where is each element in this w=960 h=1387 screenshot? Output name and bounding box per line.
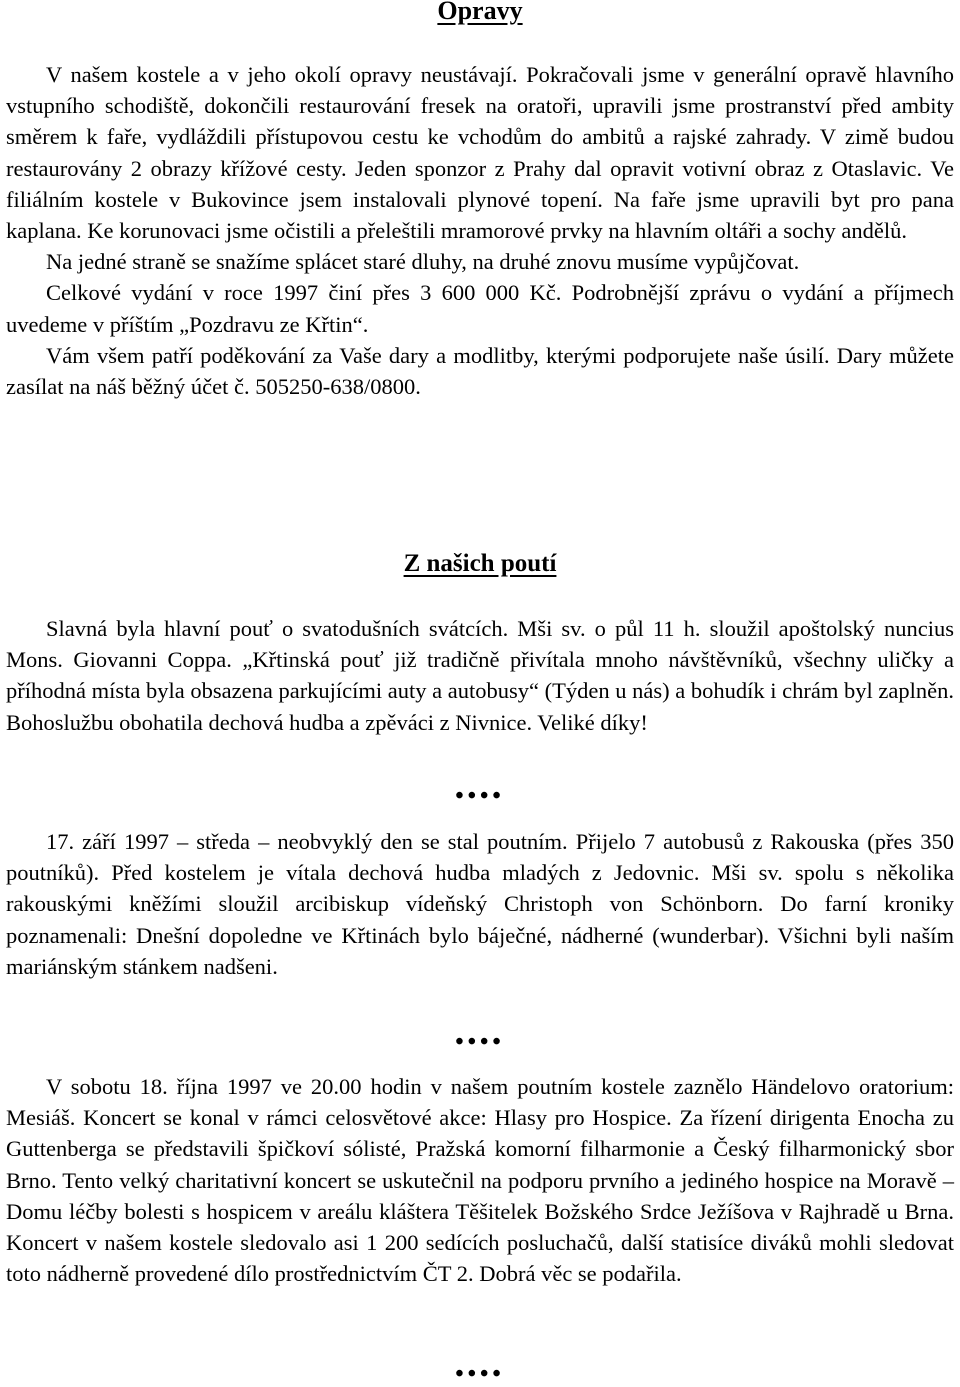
section-pilgrimages-body-2 <box>6 826 954 982</box>
dots-separator: •••• <box>455 1361 505 1387</box>
paragraph-debts: Na jedné straně se snažíme splácet staré dluhy, na druhé znovu musíme vypůjčovat. <box>46 249 800 275</box>
dots-separator: •••• <box>455 783 505 809</box>
section-pilgrimages-body-3 <box>6 1071 954 1289</box>
section-title-opravy: Opravy <box>437 0 523 25</box>
paragraph-main-pilgrimage: Slavná byla hlavní pouť o svatodušních svátcích. Mši sv. o půl 11 h. sloužil apoštolský nuncius Mons. Giovanni Coppa. „Křtinská pouť již tradičně přivítala mnoho návštěvníků, všechny uličky a příhodná místa byla obsazena parkujícími auty a autobusy“ (Týden u nás) a bohudík i chrám byl zaplněn. Bohoslužbu obohatila dechová hudba a zpěváci z Nivnice. Veliké díky! <box>6 616 954 735</box>
dots-separator: •••• <box>455 1029 505 1055</box>
paragraph-repairs: V našem kostele a v jeho okolí opravy neustávají. Pokračovali jsme v generální opravě hlavního vstupního schodiště, dokončili restaurování fresek na oratoři, upravili jsme prostranství před ambity směrem k faře, vydláždili přístupovou cestu ke vchodům do ambitů a rajské zahrady. V zimě budou restaurovány 2 obrazy křížové cesty. Jeden sponzor z Prahy dal opravit votivní obraz z Otaslavic. Ve filiálním kostele v Bukovince jsem instalovali plynové topení. Na faře jsme upravili byt pro pana kaplana. Ke korunovaci jsme očistili a přeleštili mramorové prvky na hlavním oltáři a sochy andělů. <box>6 62 954 244</box>
paragraph-austrian-pilgrims: 17. září 1997 – středa – neobvyklý den se stal poutním. Přijelo 7 autobusů z Rakouska (přes 350 poutníků). Před kostelem je vítala dechová hudba mladých z Jedovnic. Mši sv. spolu s několika rakouskými kněžími sloužil arcibiskup vídeňský Christoph von Schönborn. Do farní kroniky poznamenali: Dnešní dopoledne ve Křtinách bylo báječné, nádherné (wunderbar). Všichni byli naším mariánským stánkem nadšeni. <box>6 829 954 979</box>
section-title-pilgrimages: Z našich poutí <box>403 550 557 577</box>
section-opravy-body <box>6 59 954 402</box>
section-pilgrimages-body-1 <box>6 613 954 738</box>
paragraph-concert: V sobotu 18. října 1997 ve 20.00 hodin v našem poutním kostele zaznělo Händelovo oratorium: Mesiáš. Koncert se konal v rámci celosvětové akce: Hlasy pro Hospice. Za řízení dirigenta Enocha zu Guttenberga se představili špičkoví sólisté, Pražská komorní filharmonie a Český filharmonický sbor Brno. Tento velký charitativní koncert se uskutečnil na podporu prvního a jediného hospice na Moravě – Domu léčby bolesti s hospicem v areálu kláštera Těšitelek Božského Srdce Ježíšova v Rajhradě u Brna. Koncert v našem kostele sledovalo asi 1 200 sedících posluchačů, další statisíce diváků mohli sledovat toto nádherně provedené dílo prostřednictvím ČT 2. Dobrá věc se podařila. <box>6 1074 954 1287</box>
paragraph-expenses: Celkové vydání v roce 1997 činí přes 3 600 000 Kč. Podrobnější zprávu o vydání a příjmech uvedeme v příštím „Pozdravu ze Křtin“. <box>6 280 954 337</box>
paragraph-thanks: Vám všem patří poděkování za Vaše dary a modlitby, kterými podporujete naše úsilí. Dary můžete zasílat na náš běžný účet č. 505250-638/0800. <box>6 342 954 400</box>
